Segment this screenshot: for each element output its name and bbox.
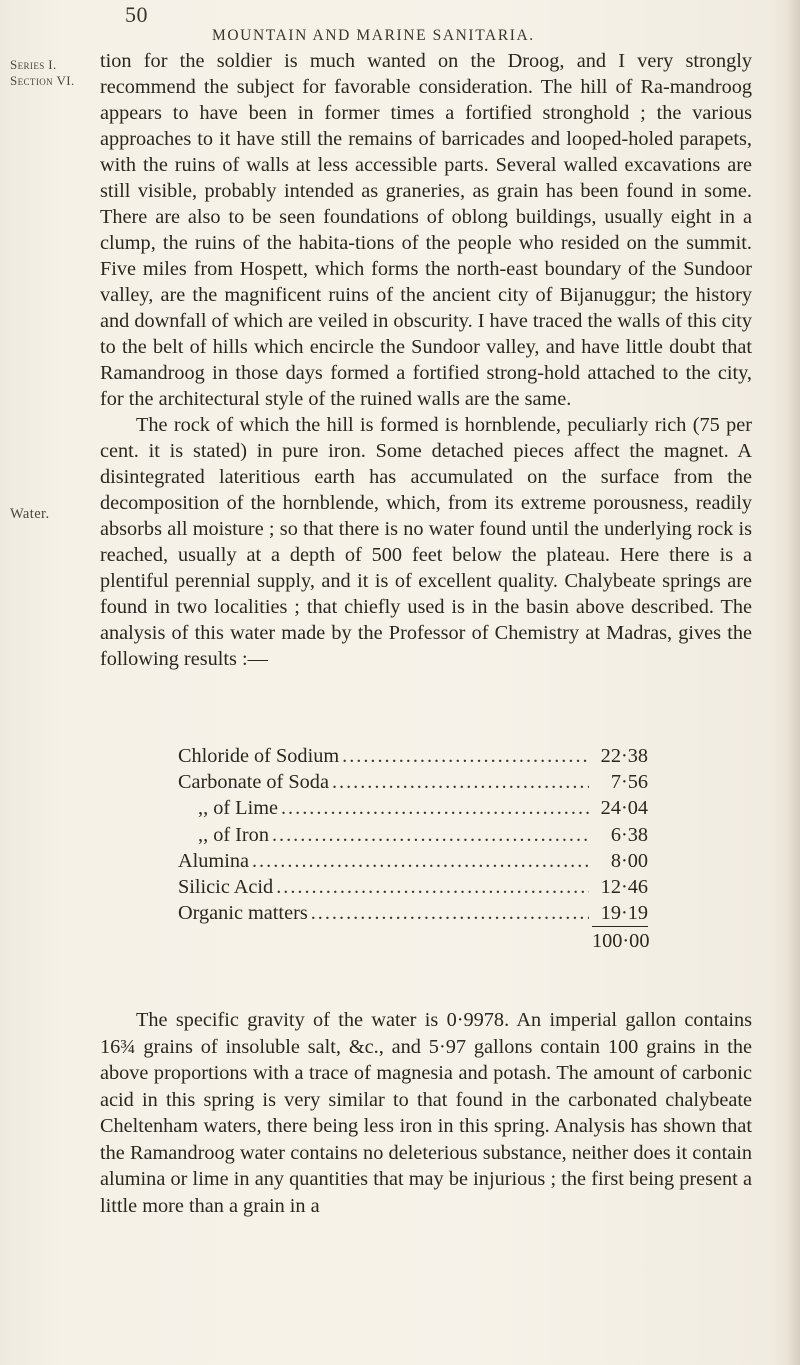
analysis-total-row [178,926,648,954]
body-text-upper [100,48,752,672]
analysis-row-value: 7·56 [610,771,648,794]
analysis-row-value: 22·38 [600,745,648,767]
analysis-row-label: ,, of Lime [198,797,278,820]
leader-dots [342,743,589,769]
analysis-row-value: 8·00 [610,849,648,872]
analysis-row-value: 6·38 [610,823,648,846]
running-head: MOUNTAIN AND MARINE SANITARIA. [212,27,535,44]
analysis-row [178,848,648,874]
analysis-row-label: Organic matters [178,902,308,925]
analysis-row [178,743,648,769]
water-analysis-table [178,743,648,955]
leader-dots [332,769,589,795]
page-edge-shadow [786,0,800,1365]
leader-dots [272,822,589,848]
analysis-row [178,822,648,848]
paragraph-specific-gravity: The specific gravity of the water is 0·9978. An imperial gallon contains 16¾ grains of insoluble salt, &c., and 5·97 gallons contain 100 grains in the above proportions with a trace of magnesia and potash. The amount of carbonic acid in this spring is very similar to that found in the carbonated chalybeate Cheltenham waters, there being less iron in this spring. Analysis has shown that the Ramandroog water contains no deleterious substance, neither does it contain alumina or lime in any quantities that may be injurious ; the first being present a little more than a grain in a [100,1009,752,1217]
analysis-row [178,795,648,821]
paragraph-water-geology: The rock of which the hill is formed is hornblende, peculiarly rich (75 per cent. it is stated) in pure iron. Some detached pieces affect the magnet. A disintegrated lateritious earth has accumulated on the surface from the decomposition of the hornblende, which, from its extreme porousness, readily absorbs all moisture ; so that there is no water found until the underlying rock is reached, usually at a depth of 500 feet below the plateau. Here there is a plentiful perennial supply, and it is of excellent quality. Chalybeate springs are found in two localities ; that chiefly used is in the basin above described. The analysis of this water made by the Professor of Chemistry at Madras, gives the following results :— [100,414,752,670]
analysis-row [178,900,648,926]
analysis-row-label: Alumina [178,849,249,872]
leader-dots [252,848,589,874]
analysis-row-value: 24·04 [600,797,648,820]
body-text-lower [100,1007,752,1219]
margin-note-series-line1: Series I. [10,57,57,72]
paragraph-ramandroog-history: tion for the soldier is much wanted on the Droog, and I very strongly recommend the subject for favorable consideration. The hill of Ra-mandroog appears to have been in former times a fortified stronghold ; the various approaches to it have still the remains of barricades and looped-holed parapets, with the ruins of walls at less accessible parts. Several walled excavations are still visible, probably intended as graneries, as grain has been found in some. There are also to be seen foundations of oblong buildings, usually eight in a clump, the ruins of the habita-tions of the people who resided on the summit. Five miles from Hospett, which forms the north-east boundary of the Sundoor valley, are the magnificent ruins of the ancient city of Bijanuggur; the history and downfall of which are veiled in obscurity. I have traced the walls of this city to the belt of hills which encircle the Sundoor valley, and have little doubt that Ramandroog in those days formed a fortified strong-hold attached to the city, for the architectural style of the ruined walls are the same. [100,50,752,410]
analysis-row-label: Chloride of Sodium [178,745,340,767]
analysis-row-value: 12·46 [600,876,648,899]
analysis-row-value: 19·19 [600,902,648,925]
margin-note-series-line2: Section VI. [10,73,75,88]
analysis-total-value: 100·00 [592,926,648,954]
leader-dots [281,795,589,821]
analysis-row-label: Silicic Acid [178,876,274,899]
analysis-row [178,769,648,795]
analysis-row-label: Carbonate of Soda [178,771,329,794]
leader-dots [276,874,589,900]
leader-dots [311,900,589,926]
margin-note-water: Water. [10,506,50,522]
analysis-row-label: ,, of Iron [198,823,269,846]
analysis-row [178,874,648,900]
page-number: 50 [125,2,148,27]
margin-note-series [10,57,92,89]
